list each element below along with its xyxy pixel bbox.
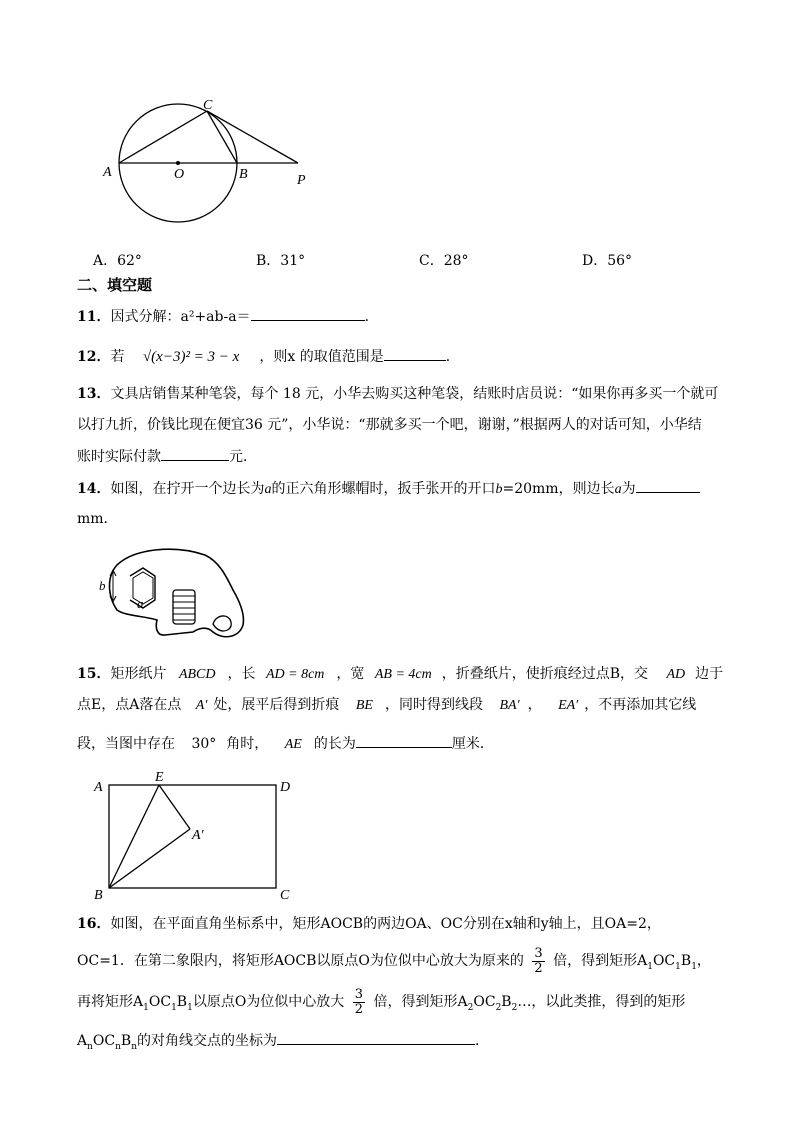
option-d: D．56° bbox=[582, 253, 633, 269]
question-text: 如图，在平面直角坐标系中，矩形AOCB的两边OA、OC分别在x轴和y轴上，且OA=2， bbox=[110, 916, 661, 932]
question-number: 14． bbox=[77, 481, 111, 497]
question-text: ，同时得到线段 bbox=[384, 697, 483, 713]
label-b: B bbox=[239, 167, 248, 182]
question-14-line-2: mm． bbox=[77, 511, 118, 527]
question-15-line-2 bbox=[77, 695, 696, 716]
math-ea-prime: EA′ bbox=[558, 698, 579, 713]
question-text: 因式分解：a²+ab-a＝ bbox=[110, 309, 251, 325]
math-ad: AD = 8cm bbox=[265, 667, 325, 682]
wrench-figure bbox=[95, 540, 255, 645]
question-13-line-3 bbox=[77, 446, 257, 467]
label-c: C bbox=[203, 98, 213, 113]
question-text: 的正六角形螺帽时，扳手张开的开口 bbox=[271, 481, 496, 497]
question-text: 矩形纸片 bbox=[110, 666, 167, 682]
label-a: a bbox=[137, 596, 144, 611]
label-d: D bbox=[280, 780, 291, 795]
question-text: ，宽 bbox=[336, 666, 365, 682]
question-text: 角时， bbox=[226, 736, 269, 752]
label-a-prime: A′ bbox=[192, 828, 204, 843]
question-text: 的长为 bbox=[313, 736, 356, 752]
question-text: OC=1．在第二象限内，将矩形AOCB以原点O为位似中心放大为原来的 bbox=[77, 953, 524, 969]
question-text: 段，当图中存在 bbox=[77, 736, 175, 752]
question-15-line-3 bbox=[77, 733, 494, 755]
label-c: C bbox=[280, 888, 290, 903]
var-a: a bbox=[614, 482, 622, 497]
answer-blank[interactable] bbox=[251, 306, 365, 321]
segment-ba-prime bbox=[109, 829, 190, 888]
option-c: C．28° bbox=[419, 253, 469, 269]
question-text: ，折叠纸片，使折痕经过点B，交 bbox=[441, 666, 649, 682]
question-text: 如图，在拧开一个边长为 bbox=[110, 481, 265, 497]
option-a: A．62° bbox=[93, 253, 142, 269]
math-30-degree: 30° bbox=[191, 736, 217, 752]
label-a: A bbox=[94, 780, 103, 795]
math-ba-prime: BA′ bbox=[499, 698, 520, 713]
question-text: A bbox=[77, 1033, 88, 1049]
question-16-line-3: 再将矩形$A_1OC_1B_1$以原点O为位似中心放大 $\frac{3}{2}$ 倍，得到矩形$A_2OC_2B_2\dots$，以此类推，得到的矩形 bbox=[77, 986, 686, 1017]
sqrt-formula: √(x−3)² = 3 − x bbox=[142, 349, 240, 365]
question-text: 再将矩形A bbox=[77, 994, 144, 1010]
math-be: BE bbox=[355, 698, 373, 713]
question-text: 为 bbox=[621, 481, 636, 497]
question-12 bbox=[77, 346, 460, 367]
label-e: E bbox=[155, 770, 164, 785]
question-number: 13． bbox=[77, 386, 111, 402]
label-a: A bbox=[103, 165, 112, 180]
question-16-line-2: OC=1．在第二象限内，将矩形AOCB以原点O为位似中心放大为原来的 $\frac{3}{2}$ 倍，得到矩形$A_1OC_1B_1$， bbox=[77, 945, 711, 976]
option-b: B．31° bbox=[256, 253, 306, 269]
wrench-hole bbox=[213, 616, 231, 631]
question-number: 12． bbox=[77, 349, 111, 365]
question-text: ，长 bbox=[227, 666, 256, 682]
fraction-three-halves: $\frac{3}{2}$ bbox=[534, 945, 543, 976]
question-text: 厘米． bbox=[451, 736, 494, 752]
question-11 bbox=[77, 306, 379, 327]
math-ae: AE bbox=[284, 737, 302, 752]
fraction-three-halves: $\frac{3}{2}$ bbox=[354, 986, 364, 1017]
question-16-line-1 bbox=[77, 914, 661, 934]
period: ． bbox=[445, 349, 460, 365]
line-cb bbox=[207, 111, 237, 163]
question-13-line-2: 以打九折，价钱比现在便宜36 元”，小华说：“那就多买一个吧，谢谢，”根据两人的对话可知，小华结 bbox=[77, 417, 702, 433]
question-number: 15． bbox=[77, 666, 111, 682]
period: ． bbox=[364, 309, 379, 325]
question-text: 元． bbox=[229, 449, 257, 465]
answer-blank[interactable] bbox=[384, 346, 446, 361]
answer-blank[interactable] bbox=[356, 733, 452, 748]
question-16-line-4: $A_nOC_nB_n$的对角线交点的坐标为 ． bbox=[77, 1030, 489, 1057]
question-text: ， bbox=[527, 697, 542, 713]
label-o: O bbox=[174, 167, 185, 182]
label-p: P bbox=[297, 173, 306, 188]
question-text: 若 bbox=[110, 349, 125, 365]
crease-be bbox=[109, 785, 159, 888]
answer-blank[interactable] bbox=[277, 1030, 475, 1045]
math-ad: AD bbox=[666, 667, 686, 682]
math-abcd: ABCD bbox=[178, 667, 216, 682]
question-number: 16． bbox=[77, 916, 111, 932]
question-text: 边于 bbox=[695, 666, 724, 682]
center-point bbox=[176, 161, 180, 165]
label-b: b bbox=[99, 578, 106, 593]
question-14-line-1 bbox=[77, 478, 700, 500]
var-b: b bbox=[495, 482, 503, 497]
line-ac bbox=[119, 111, 207, 163]
question-text: ，不再添加其它线 bbox=[584, 697, 697, 713]
circle-tangent-figure bbox=[95, 92, 325, 242]
question-13-line-1 bbox=[77, 384, 718, 404]
question-text: =20mm，则边长 bbox=[502, 481, 615, 497]
question-text: 账时实际付款 bbox=[77, 449, 161, 465]
question-text: 处，展平后得到折痕 bbox=[213, 697, 340, 713]
var-a: a bbox=[264, 482, 272, 497]
segment-ea-prime bbox=[159, 785, 190, 829]
section-title: 二、填空题 bbox=[77, 276, 153, 294]
question-text: 倍，得到矩形A bbox=[553, 953, 648, 969]
question-15-line-1 bbox=[77, 664, 723, 685]
question-number: 11． bbox=[77, 309, 111, 325]
question-text: ，则x 的取值范围是 bbox=[259, 349, 384, 365]
question-text: 文具店销售某种笔袋，每个 18 元，小华去购买这种笔袋，结账时店员说：“如果你再多买一个就可 bbox=[110, 386, 719, 402]
rectangle-fold-figure bbox=[90, 765, 300, 905]
line-cp bbox=[207, 111, 298, 163]
adjusting-screw bbox=[173, 590, 195, 624]
label-b: B bbox=[94, 888, 103, 903]
answer-blank[interactable] bbox=[636, 478, 700, 493]
answer-blank[interactable] bbox=[161, 446, 229, 461]
math-a-prime: A′ bbox=[195, 698, 208, 713]
question-text: 点E，点A落在点 bbox=[77, 697, 182, 713]
math-ab: AB = 4cm bbox=[374, 667, 432, 682]
